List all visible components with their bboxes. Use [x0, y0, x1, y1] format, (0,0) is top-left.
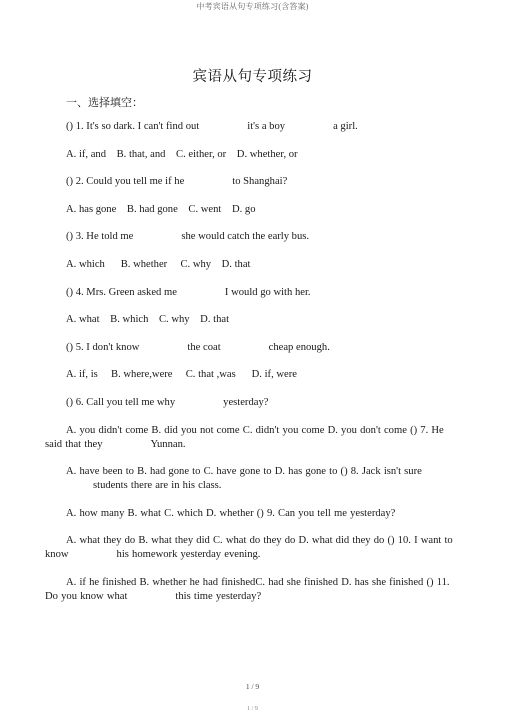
paragraph-text: A. if he finished B. whether he had finishedC. had she finished D. has she finished () 11. Do you know what	[45, 576, 450, 602]
paragraph-text: this time yesterday?	[175, 590, 262, 602]
question-text: yesterday?	[223, 396, 269, 408]
options-5: A. if, is B. where,were C. that ,was D. if, were	[66, 369, 297, 381]
question-5	[45, 341, 460, 355]
paragraph-options-6-question-7	[45, 424, 460, 452]
question-2	[45, 175, 460, 189]
question-text: () 3. He told me	[66, 231, 134, 243]
paragraph-text: A. you didn't come B. did you not come C. didn't you come D. you don't come () 7. He said that they	[45, 424, 444, 450]
options-2: A. has gone B. had gone C. went D. go	[66, 203, 256, 215]
page-header: 中考宾语从句专项练习(含答案)	[196, 2, 309, 11]
paragraph-options-9-question-10	[45, 534, 460, 562]
question-text: () 1. It's so dark. I can't find out	[66, 121, 200, 132]
question-text: it's a boy	[247, 121, 286, 132]
options-4: A. what B. which C. why D. that	[66, 314, 230, 326]
paragraph-text: A. what they do B. what they did C. what do they do D. what did they do () 10. I want to know	[45, 535, 453, 561]
page-number: 1 / 9	[245, 682, 260, 691]
paragraph-text: his homework yesterday evening.	[116, 549, 261, 561]
question-text: she would catch the early bus.	[181, 231, 310, 243]
document-title: 宾语从句专项练习	[192, 69, 313, 85]
options-1: A. if, and B. that, and C. either, or D. whether, or	[66, 148, 298, 160]
question-text: a girl.	[333, 121, 358, 132]
question-list	[45, 120, 460, 618]
question-text: cheap enough.	[268, 341, 330, 353]
paragraph-options-7-question-8	[45, 465, 460, 493]
question-text: to Shanghai?	[232, 176, 288, 188]
question-3	[45, 230, 460, 244]
paragraph-text: students there are in his class.	[93, 480, 222, 492]
question-text: () 4. Mrs. Green asked me	[66, 286, 177, 298]
paragraph-text: A. have been to B. had gone to C. have gone to D. has gone to () 8. Jack isn't sure	[66, 466, 422, 478]
question-4	[45, 286, 460, 300]
question-text: () 2. Could you tell me if he	[66, 176, 185, 188]
question-text: () 6. Call you tell me why	[66, 396, 176, 408]
section-heading: 一、选择填空：	[66, 97, 143, 109]
question-6	[45, 396, 460, 410]
question-text: () 5. I don't know	[66, 341, 140, 353]
options-3: A. which B. whether C. why D. that	[66, 258, 251, 270]
page-number-small: 1 / 9	[247, 706, 258, 712]
question-1	[45, 120, 460, 134]
question-text: the coat	[187, 341, 221, 353]
paragraph-text: Yunnan.	[150, 438, 186, 450]
paragraph-options-10-question-11	[45, 576, 460, 604]
question-text: I would go with her.	[224, 286, 311, 298]
paragraph-options-8-question-9: A. how many B. what C. which D. whether () 9. Can you tell me yesterday?	[66, 507, 396, 519]
